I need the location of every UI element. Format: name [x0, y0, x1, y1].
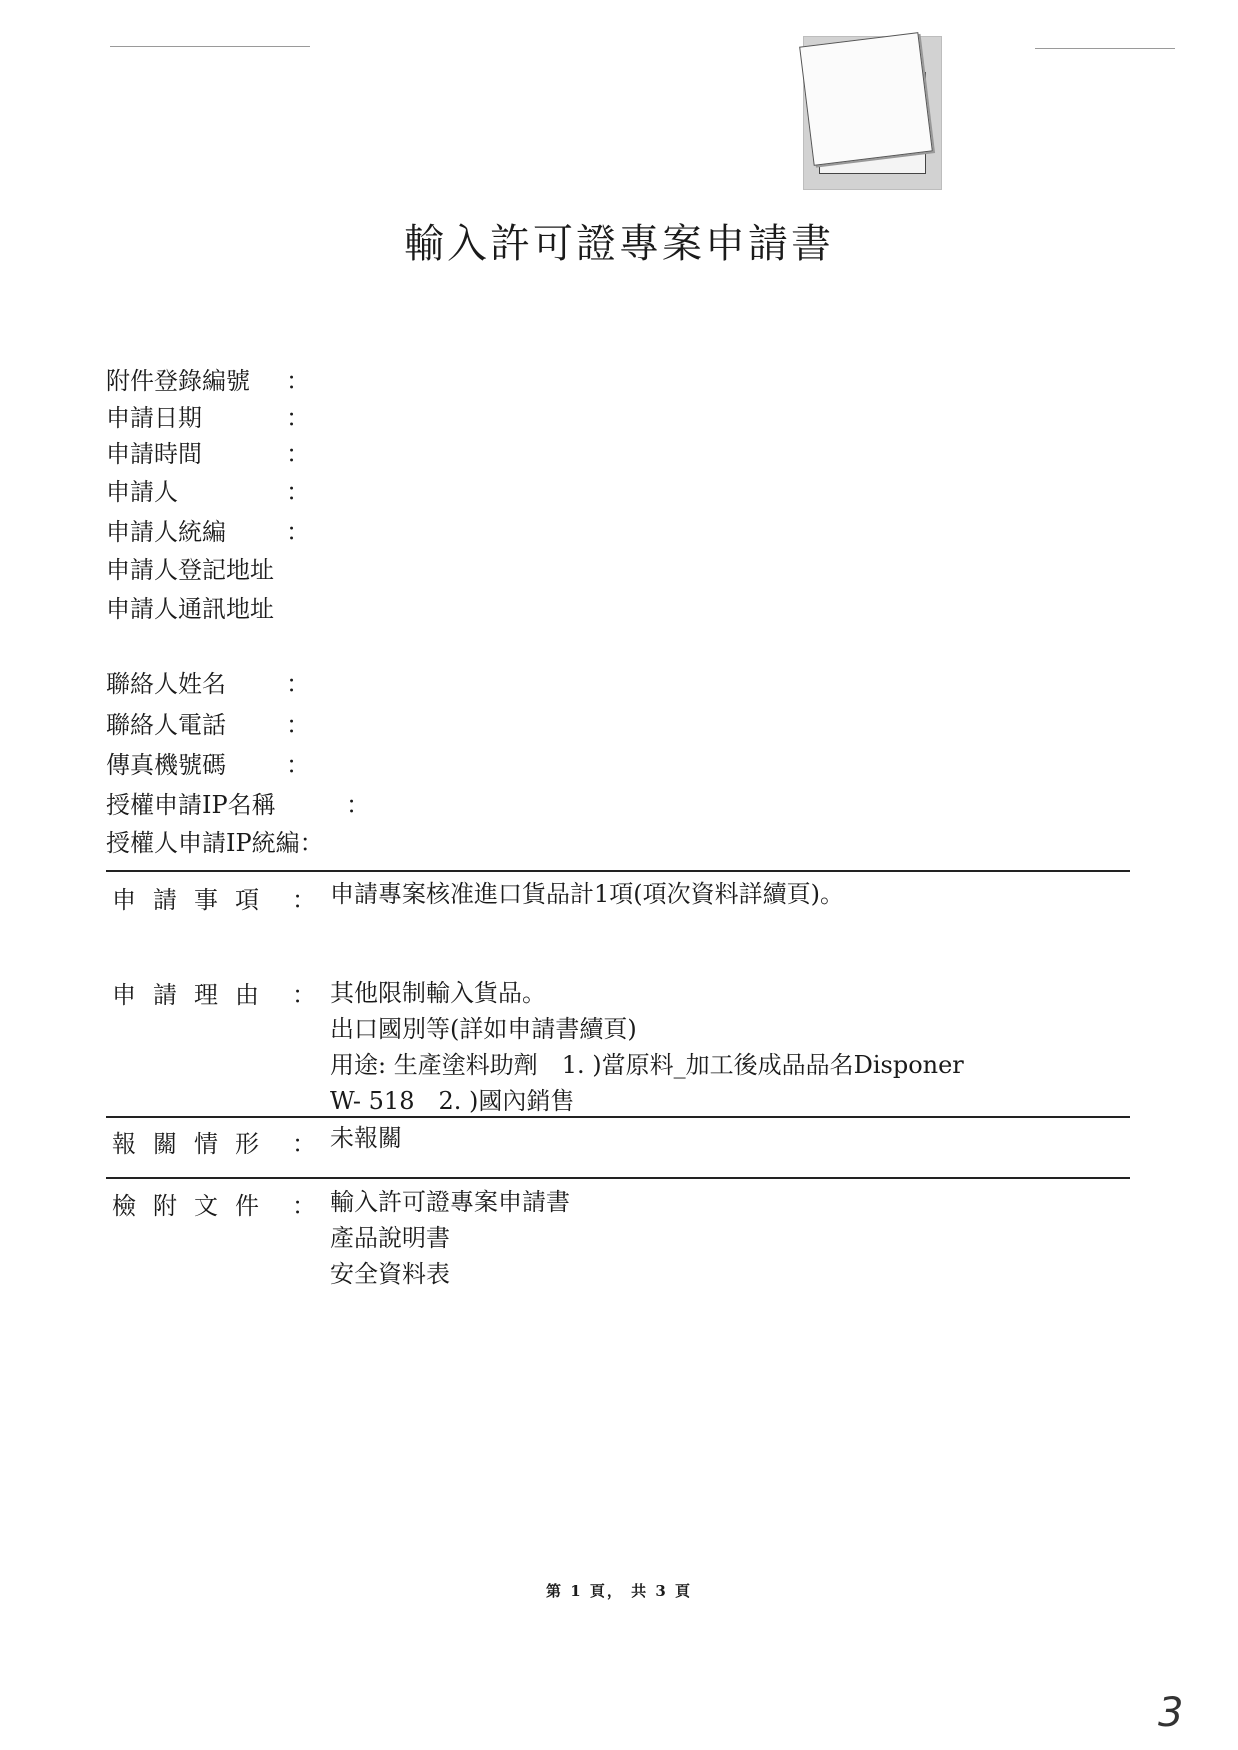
- field-colon: ：: [286, 518, 310, 546]
- field-colon: ：: [286, 478, 310, 506]
- section-label-attachments: 檢附文件: [112, 1192, 276, 1220]
- field-label: 申請日期: [106, 404, 202, 432]
- field-application-time: [106, 437, 310, 471]
- field-label: 傳真機號碼: [106, 751, 226, 779]
- field-label: 授權人申請IP統編: [106, 829, 300, 857]
- section-label-reason: 申請理由: [112, 981, 276, 1009]
- value-line: 安全資料表: [330, 1260, 450, 1288]
- field-label: 申請人通訊地址: [106, 595, 274, 623]
- field-label: 聯絡人姓名: [106, 670, 226, 698]
- section-label-customs: 報關情形: [112, 1130, 276, 1158]
- field-label: 申請人: [106, 478, 178, 506]
- value-line: 申請專案核准進口貨品計1項(項次資料詳續頁)。: [330, 880, 844, 908]
- field-mailing-address: [106, 592, 274, 626]
- field-label: 申請時間: [106, 440, 202, 468]
- document-title: 輸入許可證專案申請書: [404, 221, 834, 267]
- value-line: 產品說明書: [330, 1224, 450, 1252]
- field-colon: ：: [286, 440, 310, 468]
- attached-sticker-image: [803, 36, 942, 190]
- value-line: 其他限制輸入貨品。: [330, 979, 546, 1007]
- section-value-attachments: [330, 1184, 570, 1292]
- field-application-date: [106, 401, 310, 435]
- field-colon: ：: [346, 791, 370, 819]
- field-colon: ：: [286, 404, 310, 432]
- top-border-line-right: [1035, 48, 1175, 49]
- section-value-application-item: [330, 876, 844, 912]
- value-line: 未報關: [330, 1124, 402, 1152]
- section-value-customs: [330, 1120, 402, 1156]
- section-colon: ：: [292, 1192, 316, 1220]
- page-footer: 第 1 頁， 共 3 頁: [546, 1582, 692, 1600]
- field-label: 申請人統編: [106, 518, 226, 546]
- section-colon: ：: [292, 981, 316, 1009]
- section-value-reason: [330, 975, 964, 1119]
- field-applicant: [106, 475, 310, 509]
- field-colon: ：: [286, 751, 310, 779]
- handwritten-page-number: 3: [1158, 1690, 1184, 1736]
- field-label: 附件登錄編號: [106, 367, 250, 395]
- divider-line: [106, 1177, 1130, 1179]
- field-colon: ：: [286, 670, 310, 698]
- value-line: 用途: 生產塗料助劑 1. )當原料_加工後成品品名Disponer: [330, 1051, 964, 1079]
- field-colon: ：: [286, 711, 310, 739]
- field-contact-phone: [106, 708, 310, 742]
- value-line: W- 518 2. )國內銷售: [330, 1087, 575, 1115]
- divider-line: [106, 1116, 1130, 1118]
- field-colon: ：: [299, 829, 324, 857]
- divider-line: [106, 870, 1130, 872]
- section-colon: ：: [292, 886, 316, 914]
- top-border-line-left: [110, 46, 310, 47]
- value-line: 出口國別等(詳如申請書續頁): [330, 1015, 637, 1043]
- section-label-application-item: 申請事項: [112, 886, 276, 914]
- field-label: 授權申請IP名稱: [106, 791, 276, 819]
- field-contact-name: [106, 667, 310, 701]
- field-authorized-ip-name: [106, 788, 370, 822]
- field-colon: ：: [286, 367, 310, 395]
- field-fax-number: [106, 748, 310, 782]
- field-applicant-tax-id: [106, 515, 310, 549]
- field-registered-address: [106, 553, 274, 587]
- field-attachment-number: [106, 364, 310, 398]
- field-label: 聯絡人電話: [106, 711, 226, 739]
- sticker-paper: [799, 32, 933, 166]
- field-authorized-ip-tax-id: [106, 826, 324, 860]
- section-colon: ：: [292, 1130, 316, 1158]
- value-line: 輸入許可證專案申請書: [330, 1188, 570, 1216]
- field-label: 申請人登記地址: [106, 556, 274, 584]
